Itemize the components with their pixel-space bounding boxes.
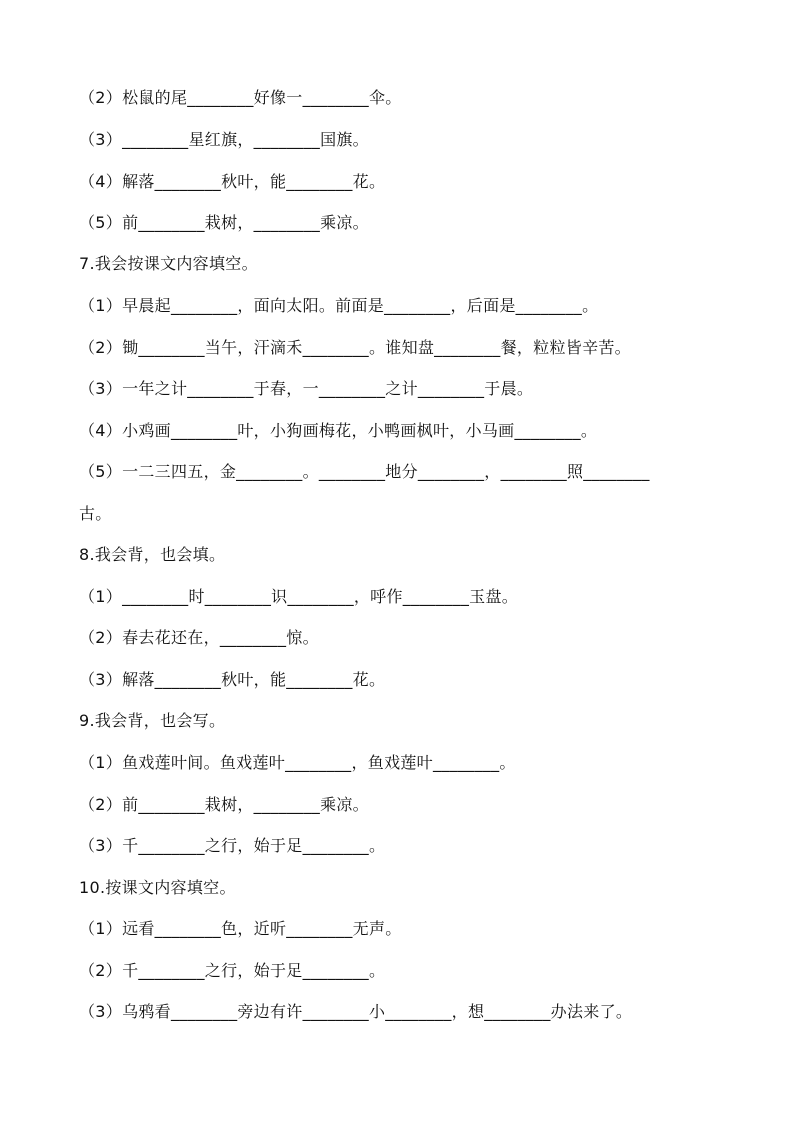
q6-item-3: （3）________星红旗，________国旗。 xyxy=(79,130,369,149)
q9-item-2: （2）前________栽树，________乘凉。 xyxy=(79,795,369,814)
q7-item-3: （3）一年之计________于春，一________之计________于晨。 xyxy=(79,379,534,398)
q8-item-2: （2）春去花还在，________惊。 xyxy=(79,628,319,647)
q8-heading: 8.我会背，也会填。 xyxy=(79,545,226,564)
q10-item-2: （2）千________之行，始于足________。 xyxy=(79,961,386,980)
q6-item-5: （5）前________栽树，________乘凉。 xyxy=(79,213,369,232)
q7-item-4: （4）小鸡画________叶，小狗画梅花，小鸭画枫叶，小马画________。 xyxy=(79,421,598,440)
q10-item-3: （3）乌鸦看________旁边有许________小________，想________办法来了。 xyxy=(79,1002,633,1021)
q7-item-1: （1）早晨起________，面向太阳。前面是________，后面是________。 xyxy=(79,296,599,315)
q8-item-3: （3）解落________秋叶，能________花。 xyxy=(79,670,386,689)
q8-item-1: （1）________时________识________，呼作________玉盘。 xyxy=(79,587,519,606)
q9-item-1: （1）鱼戏莲叶间。鱼戏莲叶________，鱼戏莲叶________。 xyxy=(79,753,516,772)
q6-item-4: （4）解落________秋叶，能________花。 xyxy=(79,172,386,191)
q7-item-2: （2）锄________当午，汗滴禾________。谁知盘________餐，粒粒皆辛苦。 xyxy=(79,338,631,357)
q10-heading: 10.按课文内容填空。 xyxy=(79,878,236,897)
q9-heading: 9.我会背，也会写。 xyxy=(79,711,226,730)
q7-item-5-continued: 古。 xyxy=(79,504,112,523)
q6-item-2: （2）松鼠的尾________好像一________伞。 xyxy=(79,88,402,107)
q7-heading: 7.我会按课文内容填空。 xyxy=(79,254,258,273)
q7-item-5: （5）一二三四五，金________。________地分________，________照________ xyxy=(79,462,650,481)
q9-item-3: （3）千________之行，始于足________。 xyxy=(79,836,386,855)
q10-item-1: （1）远看________色，近听________无声。 xyxy=(79,919,402,938)
